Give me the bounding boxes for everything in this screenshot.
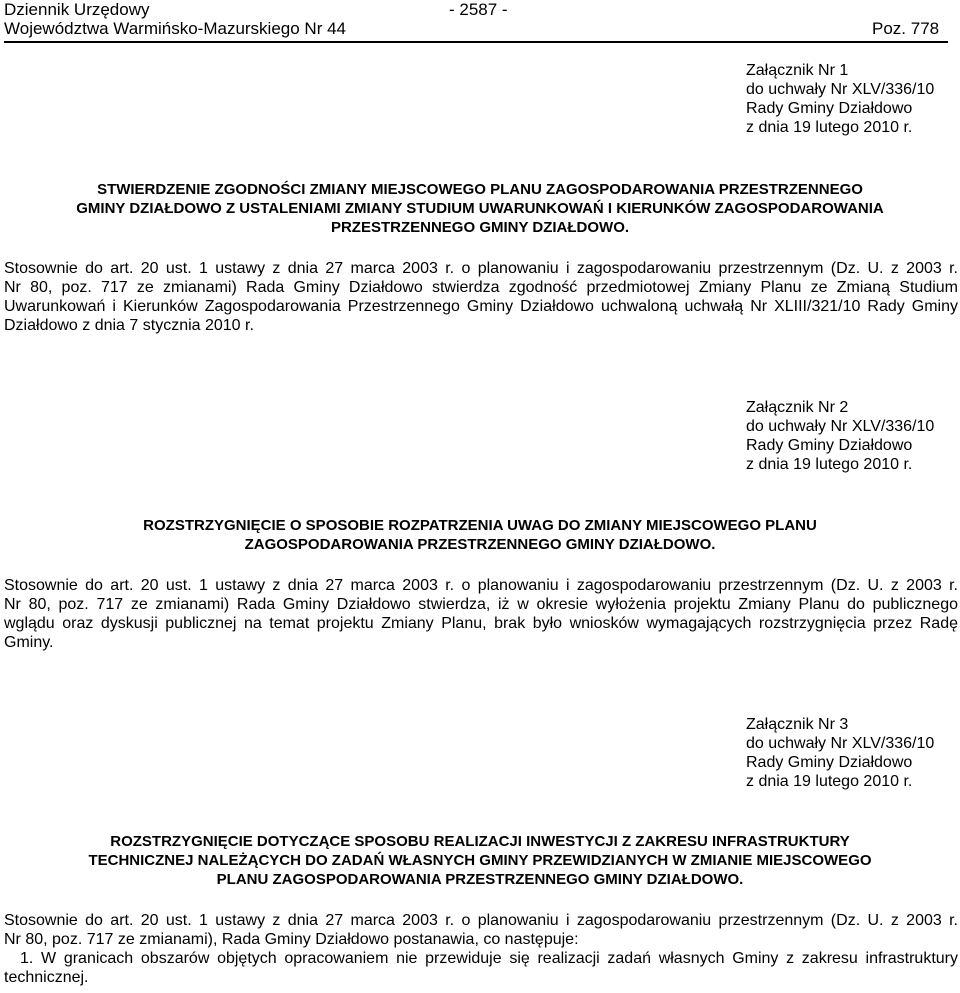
resolution-date: z dnia 19 lutego 2010 r.: [746, 119, 913, 136]
title-line: PRZESTRZENNEGO GMINY DZIAŁDOWO.: [330, 219, 630, 236]
title-line: GMINY DZIAŁDOWO Z USTALENIAMI ZMIANY STUDIUM UWARUNKOWAŃ I KIERUNKÓW ZAGOSPODAROWANIA: [76, 200, 884, 217]
council-name: Rady Gminy Działdowo: [746, 437, 913, 454]
annex-1-body: [4, 259, 958, 335]
annex-number: Załącznik Nr 2: [746, 399, 849, 416]
body-line: wglądu oraz dyskusji publicznej na temat projektu Zmiany Planu, brak było wniosków wymagających rozstrzygnięcia przez Radę: [4, 615, 958, 632]
title-line: ROZSTRZYGNIĘCIE O SPOSOBIE ROZPATRZENIA UWAG DO ZMIANY MIEJSCOWEGO PLANU: [143, 517, 817, 534]
journal-title: Dziennik Urzędowy: [4, 0, 150, 19]
annex-1-title: [20, 180, 940, 237]
annex-number: Załącznik Nr 3: [746, 716, 849, 733]
annex-1-reference: [746, 61, 960, 137]
page-number: - 2587 -: [449, 0, 508, 19]
body-line: Nr 80, poz. 717 ze zmianami) Rada Gminy Działdowo stwierdza, iż w okresie wyłożenia projektu Zmiany Planu do publicznego: [4, 596, 958, 613]
list-item: 1. W granicach obszarów objętych opracowaniem nie przewiduje się realizacji zadań własnych Gminy z zakresu infrastruktury: [20, 950, 958, 967]
resolution-date: z dnia 19 lutego 2010 r.: [746, 456, 913, 473]
council-name: Rady Gminy Działdowo: [746, 754, 913, 771]
body-line: Uwarunkowań i Kierunków Zagospodarowania Przestrzennego Gminy Działdowo uchwaloną uchwałą Nr XLIII/321/10 Rady Gminy: [4, 298, 958, 315]
resolution-number: do uchwały Nr XLV/336/10: [746, 81, 935, 98]
title-line: ZAGOSPODAROWANIA PRZESTRZENNEGO GMINY DZIAŁDOWO.: [244, 536, 716, 553]
page-header: [0, 0, 960, 44]
body-line: Gminy.: [4, 634, 54, 651]
body-line: Działdowo z dnia 7 stycznia 2010 r.: [4, 317, 254, 334]
annex-number: Załącznik Nr 1: [746, 62, 849, 79]
title-line: STWIERDZENIE ZGODNOŚCI ZMIANY MIEJSCOWEGO PLANU ZAGOSPODAROWANIA PRZESTRZENNEGO: [97, 181, 863, 198]
header-rule: [4, 41, 948, 43]
resolution-number: do uchwały Nr XLV/336/10: [746, 735, 935, 752]
body-line: Stosownie do art. 20 ust. 1 ustawy z dnia 27 marca 2003 r. o planowaniu i zagospodarowaniu przestrzennym (Dz. U. z 2003 r.: [4, 260, 958, 277]
annex-2-body: [4, 576, 958, 652]
annex-3-body: [4, 911, 958, 987]
annex-3-title: [20, 832, 940, 889]
position-number: Poz. 778: [872, 19, 940, 38]
body-line: Nr 80, poz. 717 ze zmianami), Rada Gminy Działdowo postanawia, co następuje:: [4, 931, 579, 948]
title-line: TECHNICZNEJ NALEŻĄCYCH DO ZADAŃ WŁASNYCH GMINY PRZEWIDZIANYCH W ZMIANIE MIEJSCOWEGO: [88, 852, 872, 869]
resolution-number: do uchwały Nr XLV/336/10: [746, 418, 935, 435]
body-line: Stosownie do art. 20 ust. 1 ustawy z dnia 27 marca 2003 r. o planowaniu i zagospodarowaniu przestrzennym (Dz. U. z 2003 r.: [4, 577, 958, 594]
annex-2-reference: [746, 398, 960, 474]
resolution-date: z dnia 19 lutego 2010 r.: [746, 773, 913, 790]
voivodeship-issue: Województwa Warmińsko-Mazurskiego Nr 44: [4, 19, 346, 38]
annex-2-title: [20, 516, 940, 554]
body-line: Stosownie do art. 20 ust. 1 ustawy z dnia 27 marca 2003 r. o planowaniu i zagospodarowaniu przestrzennym (Dz. U. z 2003 r.: [4, 912, 958, 929]
annex-3-reference: [746, 715, 960, 791]
council-name: Rady Gminy Działdowo: [746, 100, 913, 117]
body-line: technicznej.: [4, 969, 89, 986]
title-line: ROZSTRZYGNIĘCIE DOTYCZĄCE SPOSOBU REALIZACJI INWESTYCJI Z ZAKRESU INFRASTRUKTURY: [110, 833, 850, 850]
body-line: Nr 80, poz. 717 ze zmianami) Rada Gminy Działdowo stwierdza zgodność przedmiotowej Zmiany Planu ze Zmianą Studium: [4, 279, 958, 296]
title-line: PLANU ZAGOSPODAROWANIA PRZESTRZENNEGO GMINY DZIAŁDOWO.: [216, 871, 744, 888]
